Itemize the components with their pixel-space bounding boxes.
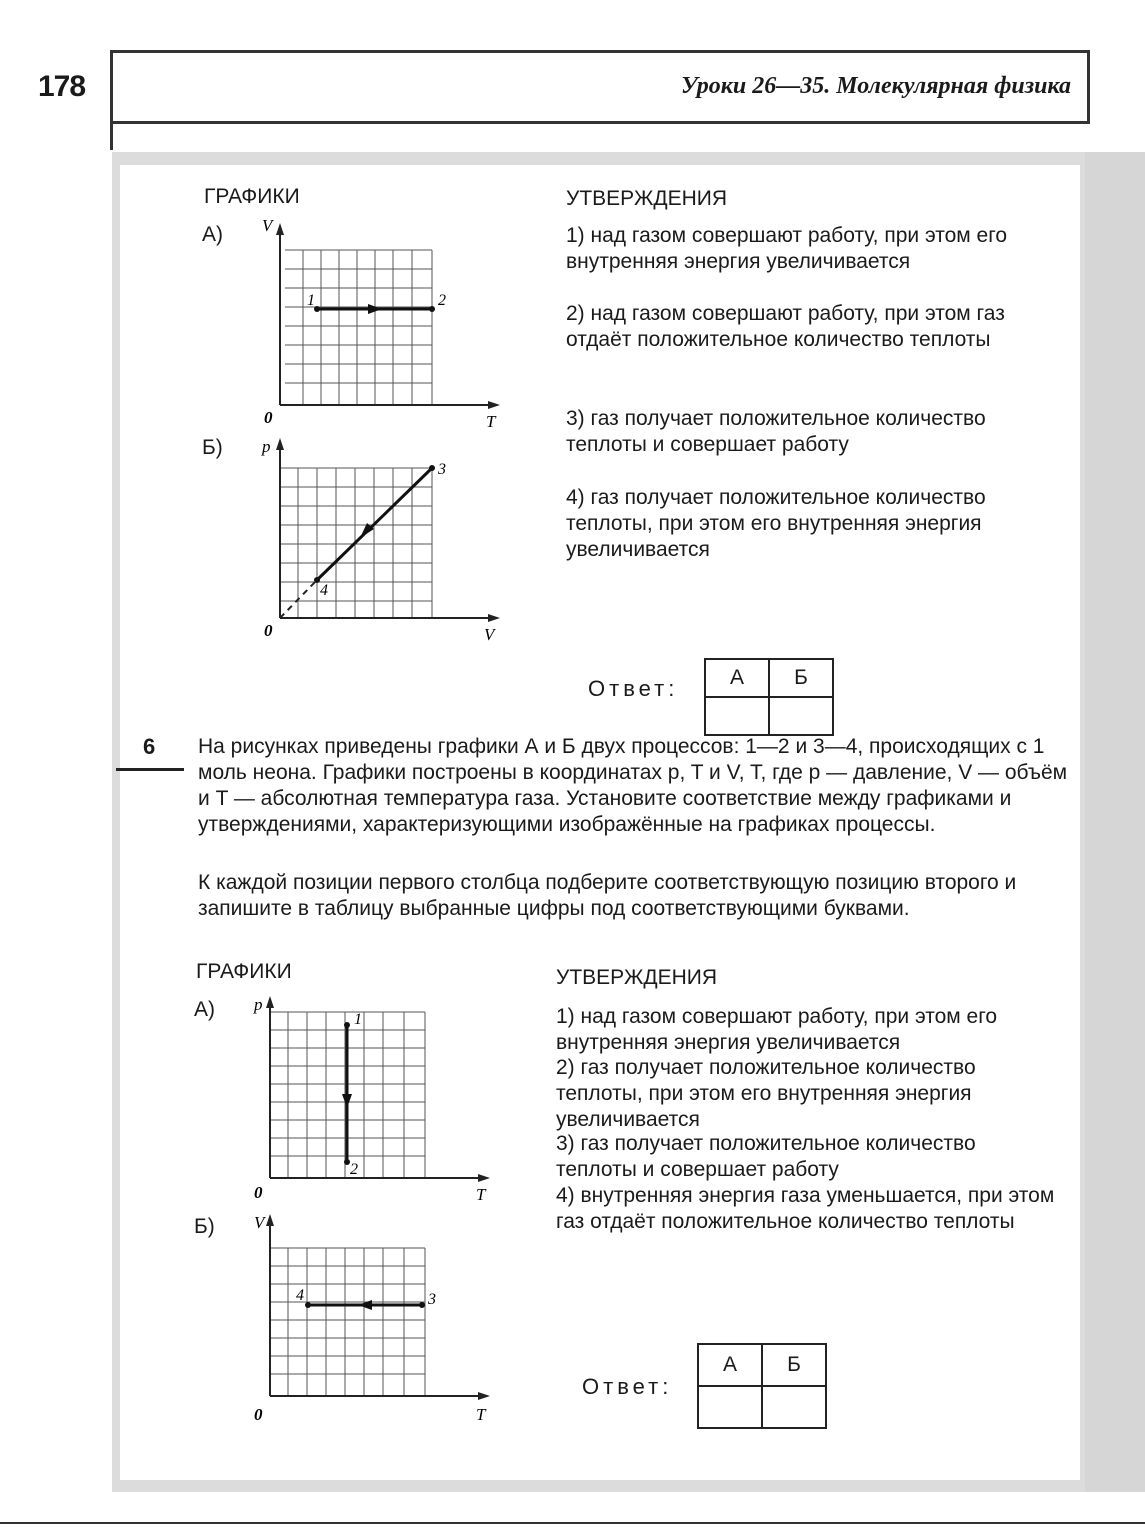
statement-3: 3) газ получает положительное количество теплоты и совершает работу	[566, 407, 986, 456]
statement-2: 2) над газом совершают работу, при этом газ отдаёт положительное количество теплоты	[566, 302, 1005, 351]
statement-1: 1) над газом совершают работу, при этом его внутренняя энергия увеличивается	[556, 1005, 998, 1054]
graph-5a	[250, 215, 510, 430]
graph-a-label: А)	[194, 998, 215, 1021]
statement-2: 2) газ получает положительное количество теплоты, при этом его внутренняя энергия увеличивается	[556, 1056, 976, 1131]
point-label: 2	[350, 1161, 358, 1178]
page-header	[110, 50, 1090, 124]
answer-label: Ответ:	[588, 676, 679, 701]
y-axis-label: V	[254, 1213, 265, 1232]
statement-1: 1) над газом совершают работу, при этом его внутренняя энергия увеличивается	[566, 224, 1008, 273]
arrow-icon	[342, 1094, 352, 1108]
graph-b-label: Б)	[194, 1215, 215, 1238]
answer-label: Ответ:	[582, 1374, 673, 1399]
graphs-heading: ГРАФИКИ	[196, 960, 292, 983]
statements-heading: УТВЕРЖДЕНИЯ	[566, 187, 727, 210]
answer-col-b: Б	[762, 1344, 826, 1386]
answer-cell-b[interactable]	[762, 1386, 826, 1428]
origin-label: 0	[264, 621, 273, 640]
graph-b-label: Б)	[202, 436, 223, 459]
y-axis-label: p	[254, 995, 263, 1014]
point-label: 1	[354, 1011, 362, 1028]
x-axis-label: V	[484, 625, 495, 644]
statement-4: 4) внутренняя энергия газа уменьшается, при этом газ отдаёт положительное количество теплоты	[556, 1184, 1055, 1233]
answer-table	[697, 1343, 827, 1429]
x-axis-label: T	[486, 412, 496, 430]
point-label: 3	[428, 1291, 436, 1308]
statements-heading: УТВЕРЖДЕНИЯ	[556, 966, 717, 989]
graph-a-label: А)	[202, 223, 223, 246]
origin-label: 0	[254, 1183, 263, 1202]
answer-cell-a[interactable]	[705, 697, 769, 735]
graph-6b	[240, 1208, 500, 1423]
answer-col-a: А	[698, 1344, 762, 1386]
answer-cell-b[interactable]	[769, 697, 833, 735]
task-number: 6	[143, 734, 156, 759]
point-label: 4	[296, 1287, 304, 1304]
x-axis-label: T	[476, 1185, 486, 1204]
origin-label: 0	[254, 1405, 263, 1423]
answer-col-b: Б	[769, 659, 833, 697]
grey-edge	[1085, 152, 1145, 1492]
y-axis-label: p	[262, 437, 271, 456]
page-bottom-rule	[0, 1522, 1145, 1524]
graph-6a	[240, 990, 500, 1205]
point-label: 2	[438, 292, 446, 309]
statement-4: 4) газ получает положительное количество теплоты, при этом его внутренняя энергия увеличивается	[566, 486, 986, 561]
statement-3: 3) газ получает положительное количество теплоты и совершает работу	[556, 1132, 976, 1181]
point-label: 3	[438, 461, 446, 478]
y-axis-label: V	[262, 216, 273, 235]
x-axis-label: T	[476, 1405, 486, 1423]
task-marker-line	[116, 768, 184, 771]
page-number: 178	[38, 70, 86, 103]
task-instruction: К каждой позиции первого столбца подберите соответствующую позицию второго и запишите в таблицу выбранные цифры под соответствующими буквами.	[198, 871, 1017, 920]
origin-label: 0	[264, 408, 273, 427]
graphs-heading: ГРАФИКИ	[204, 185, 300, 208]
header-rule	[110, 120, 113, 150]
graph-5b	[250, 430, 510, 645]
answer-table	[704, 658, 834, 736]
point-label: 1	[307, 292, 315, 309]
answer-col-a: А	[705, 659, 769, 697]
point-label: 4	[320, 582, 328, 599]
chapter-title: Уроки 26—35. Молекулярная физика	[681, 73, 1071, 99]
answer-cell-a[interactable]	[698, 1386, 762, 1428]
task-text: На рисунках приведены графики А и Б двух процессов: 1—2 и 3—4, происходящих с 1 моль неона. Графики построены в координатах p, T и V, T, где p — давление, V — объём и T — абсолютная температура газа. Установите соответствие между графиками и утверждениями, характеризующими изображённые на графиках процессы.	[198, 735, 1068, 836]
